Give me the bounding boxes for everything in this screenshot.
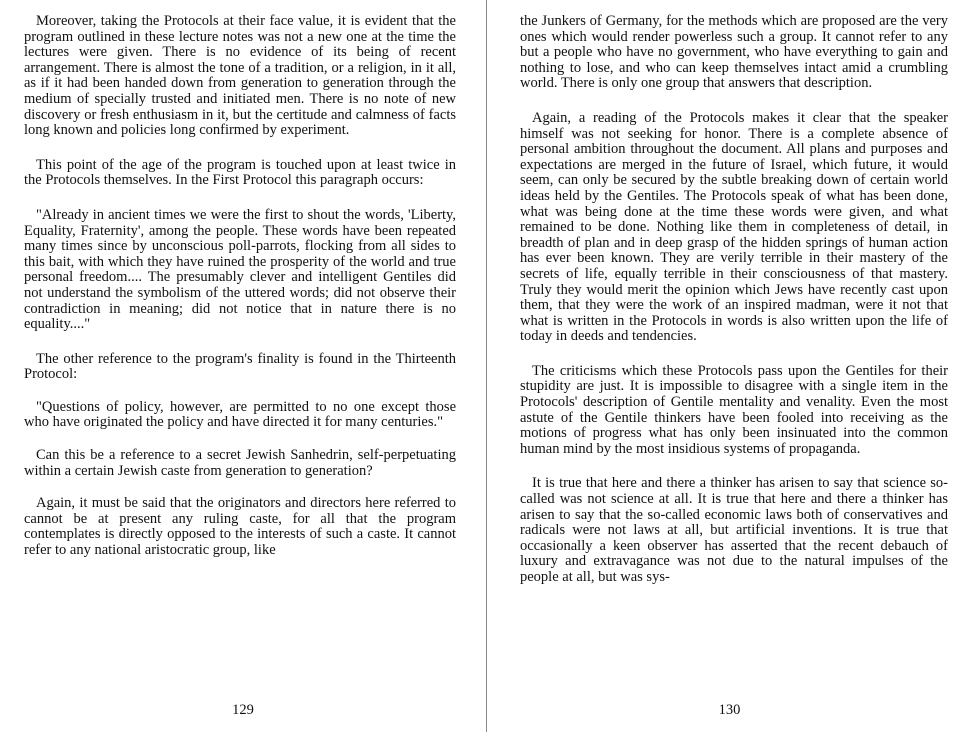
- left-text-column: [24, 14, 456, 578]
- right-text-column: [520, 14, 948, 605]
- paragraph: It is true that here and there a thinker has arisen to say that science so-called was not science at all. It is true that here and there a thinker has arisen to say that the so-called economic laws both of conservatives and radicals were not laws at all, but artificial inventions. It is true that occasionally a keen observer has asserted that the recent debauch of luxury and extravagance was not due to the natural impulses of the people at all, but was sys-: [520, 475, 948, 585]
- paragraph: Can this be a reference to a secret Jewish Sanhedrin, self-perpetuating within a certain Jewish caste from generation to generation?: [24, 447, 456, 479]
- page-number: 129: [232, 702, 254, 718]
- paragraph: the Junkers of Germany, for the methods which are proposed are the very ones which would render powerless such a group. It cannot refer to any but a people who have no government, who have everything to gain and nothing to lose, and who can keep themselves intact amid a crumbling world. There is only one group that answers that description.: [520, 13, 948, 92]
- paragraph: Again, a reading of the Protocols makes it clear that the speaker himself was not seeking for honor. There is a complete absence of personal ambition throughout the document. All plans and purposes and expectations are merged in the future of Israel, which future, it would seem, can only be secured by the subtle breaking down of certain world ideas held by the Gentiles. The Protocols speak of what has been done, what was being done at the time these words were given, and what remained to be done. Nothing like them in completeness of detail, in breadth of plan and in deep grasp of the hidden springs of human action has ever been known. They are verily terrible in their mastery of the secrets of life, equally terrible in their consciousness of that mastery. Truly they would merit the opinion which Jews have recently cast upon them, that they were the work of an inspired madman, were it not that what is written in the Protocols in words is also written upon the life of today in deeds and tendencies.: [520, 109, 948, 345]
- paragraph: Again, it must be said that the originators and directors here referred to cannot be at present any ruling caste, for all that the program contemplates is directly opposed to the interests of such a caste. It cannot refer to any national aristocratic group, like: [24, 495, 456, 559]
- quoted-paragraph: "Questions of policy, however, are permitted to no one except those who have originated the policy and have directed it for many centuries.": [24, 398, 456, 431]
- right-page: [487, 0, 972, 732]
- paragraph: The criticisms which these Protocols pass upon the Gentiles for their stupidity are just. It is impossible to disagree with a single item in the Protocols' description of Gentile mentality and venality. Even the most astute of the Gentile thinkers have been fooled into receiving as the motions of progress what has only been insinuated into the common human mind by the most insidious systems of propaganda.: [520, 362, 948, 457]
- paragraph: This point of the age of the program is touched upon at least twice in the Protocols themselves. In the First Protocol this paragraph occurs:: [24, 156, 456, 189]
- page-number: 130: [718, 702, 741, 718]
- paragraph: The other reference to the program's finality is found in the Thirteenth Protocol:: [24, 350, 456, 383]
- quoted-paragraph: "Already in ancient times we were the first to shout the words, 'Liberty, Equality, Fraternity', among the people. These words have been repeated many times since by unconscious poll-parrots, flocking from all sides to this bait, with which they have ruined the prosperity of the world and true personal freedom.... The presumably clever and intelligent Gentiles did not understand the symbolism of the uttered words; did not observe their contradiction in meaning; did not notice that in nature there is no equality....": [24, 206, 456, 333]
- paragraph: Moreover, taking the Protocols at their face value, it is evident that the program outlined in these lecture notes was not a new one at the time the lectures were given. There is no evidence of its being of recent arrangement. There is almost the tone of a tradition, or a religion, in it all, as if it had been handed down from generation to generation through the medium of specially trusted and initiated men. There is no note of new discovery or fresh enthusiasm in it, but the certitude and calmness of facts long known and policies long confirmed by experiment.: [24, 13, 456, 139]
